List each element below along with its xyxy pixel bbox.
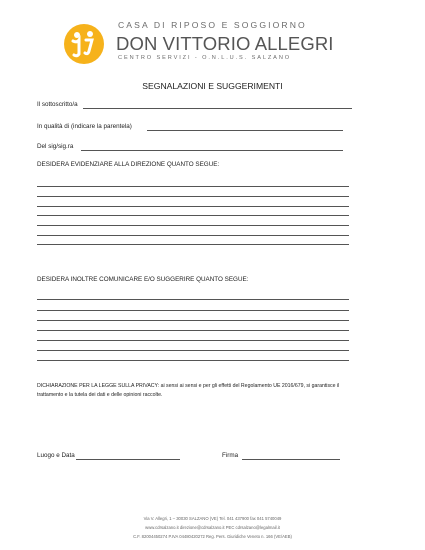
privacy-heading: DICHIARAZIONE PER LA LEGGE SULLA PRIVACY: <box>37 383 160 389</box>
section-1-line[interactable] <box>37 235 349 236</box>
field-label-sig: Del sig/sig.ra <box>37 143 74 150</box>
header-line-3: CENTRO SERVIZI - O.N.L.U.S. SALZANO <box>118 55 292 61</box>
footer-registry: C.F. 82004450274 P.IVA 04480420272 Reg. Pers. Giuridiche Veneto n. 166 (VE/AEB) <box>133 534 292 539</box>
page-title: SEGNALAZIONI E SUGGERIMENTI <box>142 81 283 91</box>
section-1-line[interactable] <box>37 196 349 197</box>
section-1-line[interactable] <box>37 206 349 207</box>
footer-address: Via V. Allegri, 1 – 30030 SALZANO (VE) Tel. 041 437900 fax 041 5740049 <box>143 516 282 521</box>
section-2-line[interactable] <box>37 320 349 321</box>
header-line-1: CASA DI RIPOSO E SOGGIORNO <box>118 20 307 30</box>
section-2-line[interactable] <box>37 330 349 331</box>
section-2-heading: DESIDERA INOLTRE COMUNICARE E/O SUGGERIRE QUANTO SEGUE: <box>37 276 249 283</box>
section-2-line[interactable] <box>37 310 349 311</box>
field-line-sottoscritto[interactable] <box>83 108 352 109</box>
footer-contacts: www.cdrsalzano.it direzione@cdrsalzano.it PEC cdrsalzano@legalmail.it <box>145 525 280 530</box>
section-1-line[interactable] <box>37 225 349 226</box>
firma-label: Firma <box>222 452 239 459</box>
section-2-line[interactable] <box>37 350 349 351</box>
firma-line[interactable] <box>242 459 340 460</box>
header-institution-name: DON VITTORIO ALLEGRI <box>116 33 334 54</box>
logo <box>64 24 104 64</box>
section-2-line[interactable] <box>37 360 349 361</box>
section-2-line[interactable] <box>37 340 349 341</box>
logo-figures-icon <box>64 24 104 64</box>
section-1-line[interactable] <box>37 186 349 187</box>
luogo-data-line[interactable] <box>76 459 180 460</box>
privacy-text: ai sensi ai sensi e per gli effetti del Regolamento UE 2016/679, si garantisce il trattamento e la tutela dei dati e delle opinioni raccolte. <box>37 383 340 398</box>
field-line-sig[interactable] <box>81 150 343 151</box>
field-line-qualita[interactable] <box>147 130 343 131</box>
section-1-line[interactable] <box>37 215 349 216</box>
field-label-qualita: In qualità di (indicare la parentela) <box>37 123 132 130</box>
luogo-data-label: Luogo e Data <box>37 452 75 459</box>
section-1-heading: DESIDERA EVIDENZIARE ALLA DIREZIONE QUANTO SEGUE: <box>37 161 220 168</box>
section-1-line[interactable] <box>37 244 349 245</box>
privacy-statement <box>37 382 357 400</box>
field-label-sottoscritto: Il sottoscritto/a <box>37 101 78 108</box>
section-2-line[interactable] <box>37 299 349 300</box>
